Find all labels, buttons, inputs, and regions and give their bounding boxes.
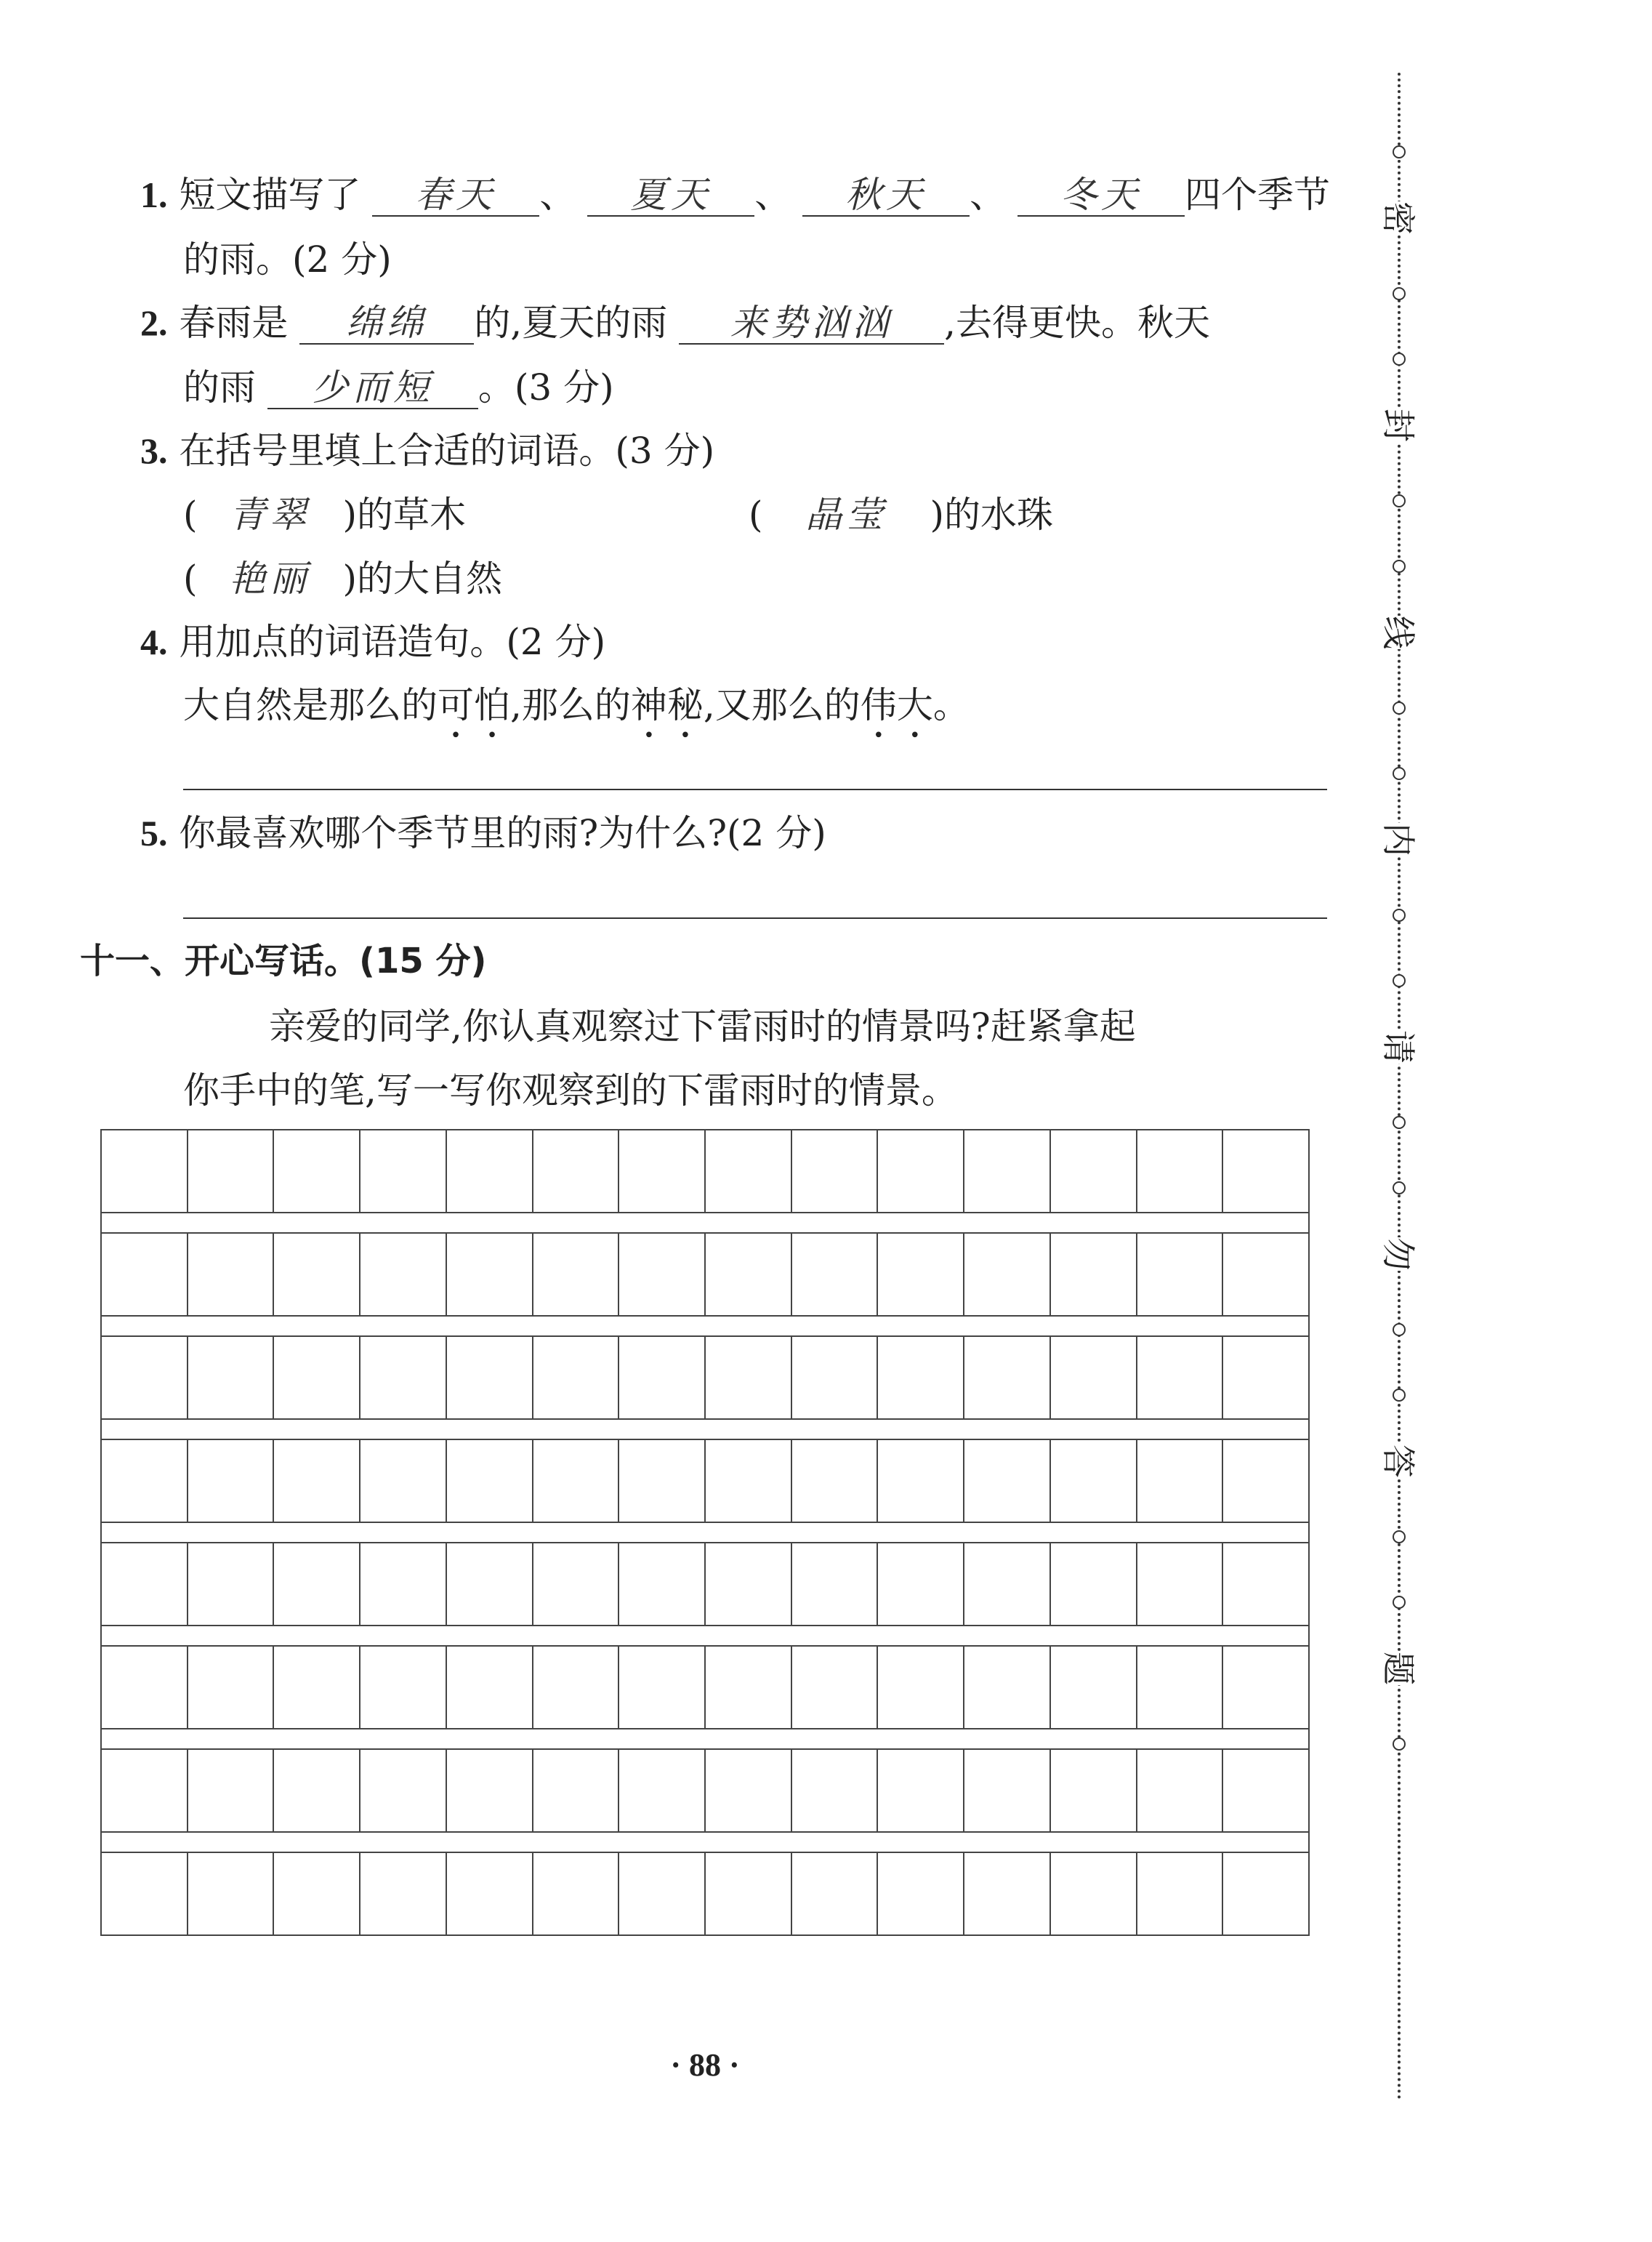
handwritten-answer: 少而短	[311, 366, 434, 409]
page-number: · 88 ·	[670, 2047, 740, 2083]
grid-cell[interactable]	[1051, 1853, 1137, 1934]
binding-circle	[1393, 702, 1406, 715]
grid-cell[interactable]	[1137, 1337, 1224, 1418]
answer-blank[interactable]	[299, 302, 474, 345]
grid-cell[interactable]	[619, 1130, 706, 1212]
binding-char: 封	[1379, 409, 1418, 442]
question-number: 1.	[140, 174, 168, 215]
grid-cell[interactable]	[102, 1440, 188, 1522]
question-text: 短文描写了	[179, 174, 361, 216]
grid-cell[interactable]	[360, 1440, 447, 1522]
grid-cell[interactable]	[1051, 1337, 1137, 1418]
grid-cell[interactable]	[792, 1234, 879, 1315]
grid-cell[interactable]	[102, 1543, 188, 1625]
paren-open: (	[183, 558, 198, 600]
grid-cell[interactable]	[1223, 1337, 1308, 1418]
binding-margin	[1377, 73, 1421, 2101]
grid-cell[interactable]	[706, 1853, 792, 1934]
grid-row-gap	[100, 1420, 1310, 1439]
grid-cell[interactable]	[102, 1234, 188, 1315]
grid-cell[interactable]	[533, 1337, 620, 1418]
grid-cell[interactable]	[1223, 1440, 1308, 1522]
binding-circle	[1393, 145, 1406, 158]
fill-item-text: )的草木	[342, 494, 467, 536]
grid-cell[interactable]	[360, 1543, 447, 1625]
fill-item	[749, 493, 1053, 537]
grid-cell[interactable]	[274, 1647, 360, 1728]
grid-cell[interactable]	[447, 1234, 533, 1315]
binding-circle	[1393, 1181, 1406, 1194]
section-paragraph: 亲爱的同学,你认真观察过下雷雨时的情景吗?赶紧拿起	[269, 1005, 1136, 1048]
grid-cell[interactable]	[360, 1130, 447, 1212]
question-2-line-2	[183, 366, 614, 409]
question-text: 的雨。(2 分)	[183, 238, 392, 281]
grid-cell[interactable]	[1051, 1543, 1137, 1625]
grid-cell[interactable]	[1223, 1234, 1308, 1315]
grid-cell[interactable]	[274, 1130, 360, 1212]
grid-cell[interactable]	[1051, 1234, 1137, 1315]
sentence-text: ,那么的	[510, 684, 631, 726]
question-4-prompt	[140, 620, 605, 664]
question-1-line-2	[183, 238, 392, 281]
grid-cell[interactable]	[188, 1543, 275, 1625]
question-2-line-1	[140, 301, 1210, 345]
binding-char: 内	[1379, 823, 1418, 856]
grid-cell[interactable]	[878, 1647, 964, 1728]
grid-cell[interactable]	[619, 1234, 706, 1315]
binding-char: 线	[1379, 616, 1418, 649]
binding-circle	[1393, 1116, 1406, 1129]
grid-cell[interactable]	[706, 1130, 792, 1212]
grid-cell[interactable]	[188, 1750, 275, 1831]
binding-circle	[1393, 974, 1406, 987]
grid-cell[interactable]	[360, 1337, 447, 1418]
grid-cell[interactable]	[274, 1750, 360, 1831]
grid-cell[interactable]	[878, 1750, 964, 1831]
grid-cell[interactable]	[1223, 1750, 1308, 1831]
grid-cell[interactable]	[964, 1234, 1051, 1315]
binding-char: 请	[1379, 1030, 1418, 1064]
binding-circle	[1393, 560, 1406, 573]
grid-cell[interactable]	[274, 1234, 360, 1315]
section-paragraph: 你手中的笔,写一写你观察到的下雷雨时的情景。	[183, 1069, 958, 1112]
grid-row	[100, 1748, 1310, 1833]
answer-blank[interactable]	[372, 174, 539, 217]
binding-circle	[1393, 353, 1406, 366]
sentence-text: ,又那么的	[703, 684, 861, 726]
grid-cell[interactable]	[878, 1543, 964, 1625]
grid-cell[interactable]	[102, 1750, 188, 1831]
grid-row	[100, 1335, 1310, 1420]
writing-grid[interactable]	[100, 1129, 1310, 1936]
paren-open: (	[183, 494, 198, 536]
answer-blank[interactable]	[679, 302, 944, 345]
grid-cell[interactable]	[447, 1750, 533, 1831]
example-sentence	[183, 683, 970, 727]
separator: 、	[970, 174, 1007, 216]
grid-row-gap	[100, 1626, 1310, 1645]
grid-cell[interactable]	[533, 1647, 620, 1728]
grid-cell[interactable]	[878, 1234, 964, 1315]
grid-cell[interactable]	[878, 1130, 964, 1212]
grid-cell[interactable]	[188, 1337, 275, 1418]
grid-cell[interactable]	[1137, 1440, 1224, 1522]
grid-cell[interactable]	[360, 1853, 447, 1934]
grid-cell[interactable]	[188, 1853, 275, 1934]
question-number: 2.	[140, 302, 168, 343]
binding-char: 密	[1379, 201, 1418, 235]
grid-cell[interactable]	[533, 1853, 620, 1934]
answer-blank[interactable]	[802, 174, 970, 217]
handwritten-answer: 夏天	[630, 174, 712, 216]
question-number: 3.	[140, 430, 168, 471]
grid-cell[interactable]	[706, 1647, 792, 1728]
binding-char: 题	[1379, 1652, 1418, 1685]
binding-circle	[1393, 287, 1406, 300]
grid-cell[interactable]	[619, 1853, 706, 1934]
handwritten-answer: 秋天	[845, 174, 927, 216]
answer-line[interactable]	[183, 789, 1327, 790]
grid-cell[interactable]	[102, 1853, 188, 1934]
fill-item-text: )的大自然	[342, 558, 503, 600]
grid-cell[interactable]	[619, 1543, 706, 1625]
answer-blank[interactable]	[587, 174, 754, 217]
grid-row-gap	[100, 1213, 1310, 1232]
grid-row	[100, 1645, 1310, 1729]
question-text: 在括号里填上合适的词语。(3 分)	[179, 430, 715, 472]
grid-cell[interactable]	[274, 1337, 360, 1418]
emphasized-char: 可	[438, 684, 474, 726]
grid-cell[interactable]	[706, 1440, 792, 1522]
grid-cell[interactable]	[533, 1750, 620, 1831]
question-number: 5.	[140, 813, 168, 853]
grid-cell[interactable]	[792, 1750, 879, 1831]
handwritten-answer: 绵绵	[346, 302, 428, 344]
answer-blank[interactable]	[267, 367, 478, 409]
grid-row-gap	[100, 1523, 1310, 1542]
question-1-line-1	[140, 173, 1330, 217]
grid-cell[interactable]	[102, 1130, 188, 1212]
grid-cell[interactable]	[619, 1337, 706, 1418]
grid-cell[interactable]	[1137, 1543, 1224, 1625]
grid-cell[interactable]	[706, 1337, 792, 1418]
grid-cell[interactable]	[1223, 1853, 1308, 1934]
grid-row-gap	[100, 1317, 1310, 1335]
grid-cell[interactable]	[533, 1130, 620, 1212]
grid-cell[interactable]	[878, 1337, 964, 1418]
grid-cell[interactable]	[964, 1750, 1051, 1831]
binding-circle	[1393, 909, 1406, 922]
binding-char: 勿	[1379, 1237, 1418, 1271]
grid-cell[interactable]	[706, 1234, 792, 1315]
grid-cell[interactable]	[619, 1750, 706, 1831]
handwritten-answer: 冬天	[1060, 174, 1143, 216]
grid-cell[interactable]	[1223, 1647, 1308, 1728]
binding-circle	[1393, 1323, 1406, 1336]
grid-cell[interactable]	[964, 1543, 1051, 1625]
question-5-prompt	[140, 811, 826, 855]
binding-circle	[1393, 1737, 1406, 1751]
grid-cell[interactable]	[102, 1337, 188, 1418]
paren-open: (	[749, 494, 763, 536]
emphasized-char: 神	[630, 684, 667, 726]
grid-cell[interactable]	[533, 1440, 620, 1522]
grid-row	[100, 1232, 1310, 1317]
grid-cell[interactable]	[792, 1130, 879, 1212]
grid-cell[interactable]	[1137, 1234, 1224, 1315]
grid-cell[interactable]	[274, 1853, 360, 1934]
grid-cell[interactable]	[188, 1647, 275, 1728]
grid-cell[interactable]	[792, 1543, 879, 1625]
answer-line[interactable]	[183, 917, 1327, 919]
question-text: 你最喜欢哪个季节里的雨?为什么?(2 分)	[179, 812, 826, 854]
grid-cell[interactable]	[447, 1337, 533, 1418]
grid-cell[interactable]	[964, 1440, 1051, 1522]
grid-row-gap	[100, 1729, 1310, 1748]
grid-cell[interactable]	[1051, 1130, 1137, 1212]
grid-cell[interactable]	[188, 1130, 275, 1212]
emphasized-char: 怕	[474, 684, 510, 726]
emphasized-char: 伟	[860, 684, 897, 726]
grid-cell[interactable]	[360, 1750, 447, 1831]
binding-circle	[1393, 767, 1406, 780]
grid-cell[interactable]	[1223, 1130, 1308, 1212]
handwritten-answer[interactable]: 艳丽	[229, 558, 311, 600]
grid-cell[interactable]	[1051, 1750, 1137, 1831]
grid-cell[interactable]	[447, 1543, 533, 1625]
fill-item	[183, 557, 502, 600]
question-text: 春雨是	[179, 302, 289, 344]
grid-cell[interactable]	[619, 1440, 706, 1522]
grid-cell[interactable]	[1137, 1647, 1224, 1728]
handwritten-answer: 来势汹汹	[730, 302, 893, 344]
handwritten-answer: 春天	[415, 174, 497, 216]
grid-cell[interactable]	[792, 1440, 879, 1522]
question-number: 4.	[140, 622, 168, 662]
grid-cell[interactable]	[964, 1853, 1051, 1934]
grid-cell[interactable]	[878, 1853, 964, 1934]
grid-cell[interactable]	[1051, 1440, 1137, 1522]
answer-blank[interactable]	[1018, 174, 1185, 217]
grid-cell[interactable]	[360, 1234, 447, 1315]
grid-cell[interactable]	[706, 1543, 792, 1625]
grid-cell[interactable]	[447, 1647, 533, 1728]
question-text: ,去得更快。秋天	[944, 302, 1211, 344]
binding-circle	[1393, 1530, 1406, 1543]
sentence-text: 。	[932, 684, 970, 726]
grid-row	[100, 1852, 1310, 1936]
grid-cell[interactable]	[447, 1853, 533, 1934]
question-text: 四个季节	[1185, 174, 1331, 216]
question-text: 的雨	[183, 366, 256, 409]
grid-cell[interactable]	[964, 1647, 1051, 1728]
grid-cell[interactable]	[188, 1234, 275, 1315]
binding-circle	[1393, 1596, 1406, 1609]
fill-item	[183, 493, 466, 537]
grid-cell[interactable]	[792, 1853, 879, 1934]
grid-cell[interactable]	[360, 1647, 447, 1728]
grid-row	[100, 1542, 1310, 1626]
grid-cell[interactable]	[1137, 1750, 1224, 1831]
binding-char: 答	[1379, 1445, 1418, 1478]
grid-row	[100, 1439, 1310, 1523]
handwritten-answer[interactable]: 晶莹	[805, 494, 887, 536]
binding-circle	[1393, 494, 1406, 507]
dotted-binding-line	[1398, 73, 1401, 2101]
grid-cell[interactable]	[964, 1130, 1051, 1212]
grid-cell[interactable]	[188, 1440, 275, 1522]
separator: 、	[754, 174, 791, 216]
grid-cell[interactable]	[533, 1234, 620, 1315]
emphasized-char: 秘	[666, 684, 704, 726]
grid-cell[interactable]	[274, 1440, 360, 1522]
grid-cell[interactable]	[1051, 1647, 1137, 1728]
grid-row	[100, 1129, 1310, 1213]
grid-cell[interactable]	[1223, 1543, 1308, 1625]
grid-cell[interactable]	[533, 1543, 620, 1625]
binding-circle	[1393, 1389, 1406, 1402]
grid-cell[interactable]	[964, 1337, 1051, 1418]
handwritten-answer[interactable]: 青翠	[229, 494, 311, 536]
grid-cell[interactable]	[447, 1440, 533, 1522]
grid-cell[interactable]	[1137, 1853, 1224, 1934]
emphasized-char: 大	[896, 684, 933, 726]
grid-cell[interactable]	[1137, 1130, 1224, 1212]
grid-cell[interactable]	[619, 1647, 706, 1728]
section-heading: 十一、开心写话。(15 分)	[80, 941, 487, 981]
grid-cell[interactable]	[706, 1750, 792, 1831]
separator: 、	[539, 174, 576, 216]
grid-cell[interactable]	[274, 1543, 360, 1625]
question-3-prompt	[140, 429, 714, 473]
grid-cell[interactable]	[102, 1647, 188, 1728]
grid-cell[interactable]	[792, 1337, 879, 1418]
fill-item-text: )的水珠	[930, 494, 1054, 536]
grid-cell[interactable]	[447, 1130, 533, 1212]
grid-cell[interactable]	[878, 1440, 964, 1522]
question-text: 用加点的词语造句。(2 分)	[179, 621, 606, 663]
sentence-text: 大自然是那么的	[183, 684, 438, 726]
question-text: 的,夏天的雨	[474, 302, 668, 344]
question-text: 。(3 分)	[478, 366, 614, 409]
grid-cell[interactable]	[792, 1647, 879, 1728]
grid-row-gap	[100, 1833, 1310, 1852]
